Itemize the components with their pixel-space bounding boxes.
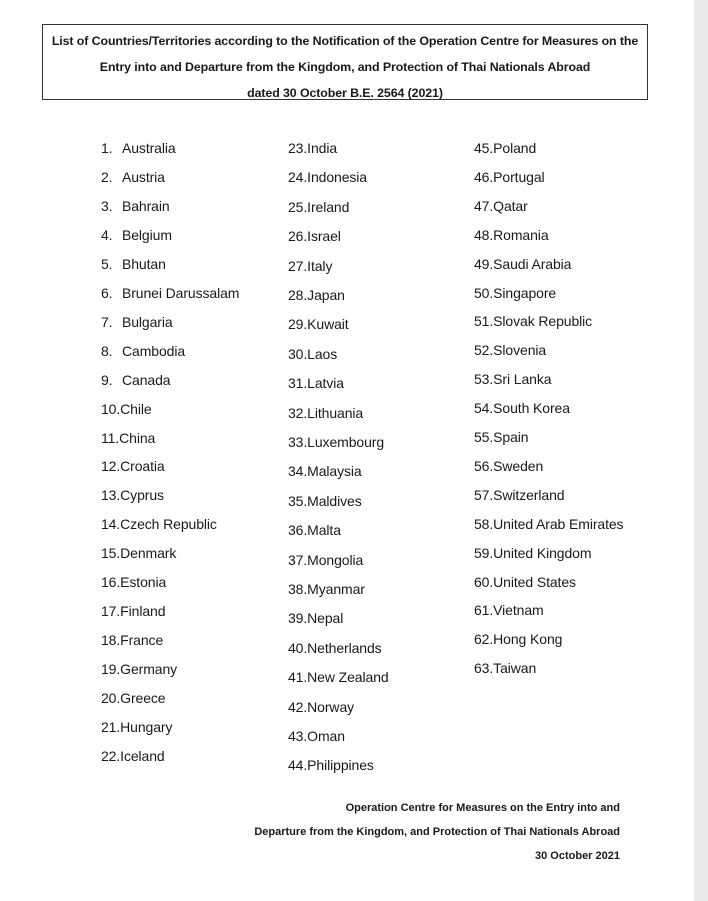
country-name: Portugal [493, 168, 545, 185]
item-number: 48. [474, 226, 494, 243]
title-line-2: Entry into and Departure from the Kingdom, and Protection of Thai Nationals Abroad [99, 60, 591, 74]
country-list-item [474, 602, 544, 618]
country-list-item [101, 719, 172, 735]
item-number: 24. [288, 169, 308, 186]
item-number: 55. [474, 429, 494, 445]
country-list-item [101, 516, 217, 532]
item-number: 27. [288, 257, 308, 274]
item-number: 5. [101, 255, 113, 272]
item-number: 10. [101, 400, 121, 417]
item-number: 11. [101, 429, 120, 446]
country-name: Finland [120, 603, 166, 620]
country-name: Nepal [307, 610, 344, 627]
country-list-item [288, 169, 367, 185]
item-number: 53. [474, 371, 494, 388]
item-number: 51. [474, 313, 494, 330]
item-number: 23. [288, 140, 308, 156]
item-number: 13. [101, 487, 121, 504]
item-number: 36. [288, 522, 308, 539]
country-list-item [474, 285, 556, 301]
country-list-item [474, 400, 570, 416]
country-name: Israel [307, 228, 341, 245]
country-list-item [288, 640, 382, 656]
item-number: 22. [101, 747, 121, 764]
item-number: 60. [474, 573, 494, 590]
country-name: Philippines [307, 757, 374, 774]
item-number: 16. [101, 574, 121, 591]
country-list-item [288, 228, 341, 244]
item-number: 42. [288, 698, 308, 715]
country-list-item [474, 516, 623, 532]
country-list-item [288, 405, 363, 421]
country-list-item [288, 669, 389, 685]
title-box [42, 24, 648, 100]
item-number: 34. [288, 463, 308, 480]
country-name: Slovak Republic [493, 313, 593, 330]
item-number: 39. [288, 610, 308, 627]
item-number: 17. [101, 603, 121, 620]
country-name: Cambodia [122, 342, 186, 359]
item-number: 37. [288, 551, 308, 568]
country-name: Iceland [120, 747, 165, 764]
country-name: Romania [493, 226, 549, 243]
country-name: Germany [120, 661, 178, 678]
country-name: New Zealand [307, 669, 389, 686]
country-name: Luxembourg [307, 434, 384, 450]
country-list-item [474, 458, 543, 474]
title-line-3: dated 30 October B.E. 2564 (2021) [247, 86, 443, 100]
title-line-1: List of Countries/Territories according to the Notification of the Operation Centre for Measures on the [51, 34, 639, 48]
country-name: Latvia [307, 375, 344, 392]
country-list-item [288, 287, 345, 303]
item-number: 57. [474, 486, 494, 503]
country-list-item [288, 522, 341, 538]
country-list-item [474, 631, 562, 647]
country-list-item [101, 430, 155, 446]
country-list-item [474, 487, 564, 503]
country-name: France [120, 632, 164, 649]
country-list-item [288, 316, 349, 332]
country-list-item [288, 493, 362, 509]
country-name: Italy [307, 257, 333, 274]
footer-line-2: Departure from the Kingdom, and Protection of Thai Nationals Abroad [254, 826, 620, 838]
item-number: 14. [101, 516, 121, 533]
item-number: 32. [288, 404, 308, 421]
country-list-item [474, 256, 571, 272]
country-list-item [101, 748, 165, 764]
item-number: 35. [288, 492, 308, 509]
item-number: 46. [474, 168, 494, 185]
country-list-item [101, 343, 185, 359]
country-list-item [288, 699, 354, 715]
country-list-item [101, 169, 165, 185]
country-list-item [288, 728, 345, 744]
item-number: 41. [288, 669, 308, 686]
country-name: United Kingdom [493, 544, 592, 561]
country-name: Maldives [307, 492, 362, 509]
country-name: South Korea [493, 400, 570, 417]
country-name: Oman [307, 728, 345, 744]
country-name: Chile [120, 400, 152, 417]
country-name: Netherlands [307, 639, 382, 656]
country-list-item [288, 610, 343, 626]
country-name: Slovenia [493, 342, 547, 359]
item-number: 50. [474, 284, 494, 301]
item-number: 19. [101, 661, 121, 678]
country-name: Estonia [120, 574, 167, 591]
country-list-item [101, 632, 163, 648]
country-list-item [474, 169, 545, 185]
item-number: 38. [288, 581, 308, 597]
item-number: 6. [101, 284, 113, 301]
item-number: 4. [101, 226, 113, 243]
country-name: Saudi Arabia [493, 255, 572, 272]
item-number: 31. [288, 375, 308, 392]
country-list-item [288, 375, 344, 391]
country-list-item [474, 140, 536, 156]
country-name: Hong Kong [493, 631, 563, 648]
country-name: Belgium [122, 226, 172, 243]
item-number: 28. [288, 287, 308, 303]
item-number: 59. [474, 544, 494, 561]
country-name: Brunei Darussalam [122, 284, 240, 301]
country-list-item [474, 342, 546, 358]
country-name: Switzerland [493, 486, 565, 503]
item-number: 52. [474, 342, 494, 359]
item-number: 47. [474, 197, 494, 214]
country-list-item [101, 227, 172, 243]
country-name: Hungary [120, 719, 173, 735]
item-number: 21. [101, 719, 121, 735]
issuer-signature-block [254, 796, 620, 868]
country-list-item [101, 372, 170, 388]
item-number: 44. [288, 757, 308, 774]
country-list-item [101, 574, 166, 590]
item-number: 40. [288, 639, 308, 656]
item-number: 1. [101, 140, 113, 156]
country-list-item [101, 198, 170, 214]
country-name: Indonesia [307, 169, 367, 186]
country-list-item [474, 313, 592, 329]
country-name: Ireland [307, 198, 350, 215]
country-list-item [288, 463, 362, 479]
country-name: Croatia [120, 458, 165, 475]
item-number: 25. [288, 198, 308, 215]
item-number: 62. [474, 631, 494, 648]
country-list-item [101, 401, 152, 417]
item-number: 58. [474, 515, 494, 532]
country-name: Bulgaria [122, 313, 173, 330]
country-name: Kuwait [307, 316, 349, 333]
country-list-item [101, 285, 239, 301]
country-list-item [474, 227, 549, 243]
country-list-item [474, 429, 528, 445]
country-name: Sweden [493, 457, 544, 474]
item-number: 61. [474, 602, 494, 619]
country-list-item [474, 660, 536, 676]
item-number: 33. [288, 434, 308, 450]
item-number: 56. [474, 457, 494, 474]
country-list-item [101, 140, 176, 156]
country-name: Australia [122, 140, 176, 156]
country-name: Greece [120, 690, 166, 707]
country-list-item [288, 140, 337, 156]
country-list-item [474, 371, 551, 387]
country-list-item [288, 199, 349, 215]
item-number: 45. [474, 140, 494, 156]
country-list-item [288, 434, 384, 450]
item-number: 9. [101, 371, 113, 388]
country-name: Laos [307, 345, 338, 362]
footer-line-3: 30 October 2021 [535, 850, 620, 862]
country-list-item [101, 458, 165, 474]
country-name: Taiwan [493, 660, 537, 677]
country-list-item [101, 661, 177, 677]
item-number: 30. [288, 345, 308, 362]
country-name: Bahrain [122, 197, 170, 214]
country-name: Malta [307, 522, 341, 539]
country-list-item [474, 545, 591, 561]
country-list-item [288, 581, 365, 597]
country-list-item [288, 757, 374, 773]
country-name: Poland [493, 140, 537, 156]
country-name: Czech Republic [120, 516, 217, 533]
country-list-item [474, 198, 528, 214]
country-name: Qatar [493, 197, 528, 214]
country-name: Spain [493, 429, 529, 445]
country-name: Denmark [120, 545, 177, 562]
country-list-item [101, 487, 164, 503]
country-name: Mongolia [307, 551, 364, 568]
item-number: 49. [474, 255, 494, 272]
country-list-item [101, 603, 165, 619]
country-name: Canada [122, 371, 171, 388]
country-name: Japan [307, 287, 345, 303]
item-number: 12. [101, 458, 121, 475]
country-name: Norway [307, 698, 355, 715]
country-name: Bhutan [122, 255, 166, 272]
footer-line-1: Operation Centre for Measures on the Entry into and [345, 802, 620, 814]
item-number: 3. [101, 197, 113, 214]
country-list-item [288, 258, 332, 274]
country-name: Sri Lanka [493, 371, 552, 388]
country-list-item [474, 574, 576, 590]
item-number: 18. [101, 632, 121, 649]
item-number: 8. [101, 342, 113, 359]
country-name: Myanmar [307, 581, 365, 597]
country-name: Cyprus [120, 487, 164, 504]
country-list-item [101, 256, 166, 272]
country-name: India [307, 140, 338, 156]
country-name: Austria [122, 168, 165, 185]
country-name: China [119, 429, 156, 446]
country-name: United States [493, 573, 576, 590]
item-number: 7. [101, 313, 113, 330]
country-name: Vietnam [493, 602, 544, 619]
country-list-item [101, 314, 173, 330]
country-name: United Arab Emirates [493, 515, 624, 532]
country-list-item [101, 690, 165, 706]
item-number: 29. [288, 316, 308, 333]
country-list-item [288, 346, 337, 362]
country-list-item [101, 545, 176, 561]
item-number: 26. [288, 228, 308, 245]
item-number: 63. [474, 660, 494, 677]
item-number: 15. [101, 545, 121, 562]
country-name: Singapore [493, 284, 557, 301]
country-list-item [288, 552, 363, 568]
country-name: Lithuania [307, 404, 364, 421]
item-number: 43. [288, 728, 308, 744]
country-name: Malaysia [307, 463, 362, 480]
item-number: 54. [474, 400, 494, 417]
item-number: 2. [101, 168, 113, 185]
item-number: 20. [101, 690, 121, 707]
